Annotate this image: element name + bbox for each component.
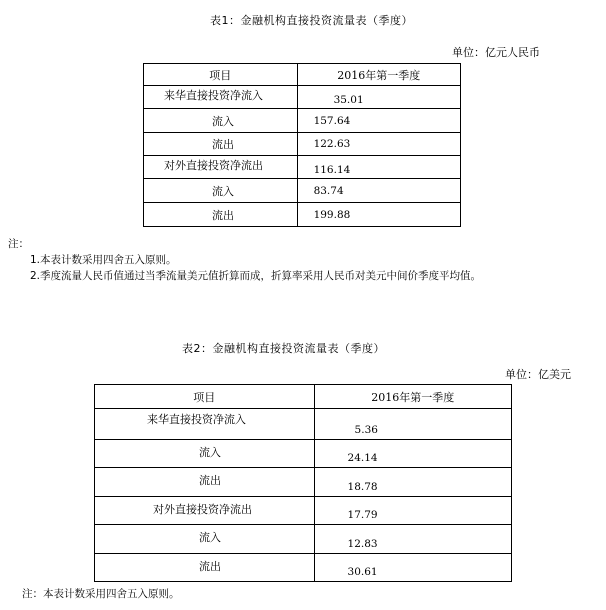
table1-note-2: 2.季度流量人民币值通过当季流量美元值折算而成，折算率采用人民币对美元中间价季度平均值。 [30,270,482,282]
table2-header-period: 2016年第一季度 [314,385,511,409]
table2-row-value: 5.36 [354,424,378,436]
table1-row-label: 流出 [212,138,234,151]
table-row [144,133,461,156]
table2-row-label: 对外直接投资净流出 [153,503,252,516]
table2-row-label: 流入 [199,446,221,459]
table1 [143,63,461,227]
table2-row-label: 来华直接投资净流入 [147,413,246,426]
table2-header-item: 项目 [95,385,315,409]
table-row [144,86,461,109]
table1-unit: 单位：亿元人民币 [452,46,540,59]
table-row [95,497,512,525]
table-row [95,525,512,554]
table1-row-label: 对外直接投资净流出 [164,159,263,172]
table1-row-value: 35.01 [333,94,364,106]
table2-row-value: 30.61 [347,566,378,578]
table1-header-period: 2016年第一季度 [297,64,460,86]
table1-row-value: 116.14 [313,164,351,176]
table-row [95,554,512,582]
table2-title: 表2：金融机构直接投资流量表（季度） [182,342,385,355]
table2-row-value: 12.83 [347,538,378,550]
table1-note-1: 1.本表计数采用四舍五入原则。 [30,254,177,266]
table1-row-value: 199.88 [313,208,351,221]
table2-row-label: 流出 [199,474,221,487]
table1-title: 表1：金融机构直接投资流量表（季度） [210,14,413,27]
table2-row-label: 流入 [199,531,221,544]
table2 [94,384,512,582]
table-row [144,179,461,203]
table-row [144,156,461,179]
table2-row-value: 17.79 [347,509,378,521]
table2-row-label: 流出 [199,560,221,573]
table1-row-label: 来华直接投资净流入 [164,89,263,102]
table1-notes-heading: 注： [8,238,29,250]
table2-unit: 单位：亿美元 [505,368,571,381]
table1-row-value: 157.64 [313,114,351,127]
table-row [144,203,461,227]
table1-row-label: 流入 [212,114,234,128]
table1-header-item: 项目 [144,64,298,86]
table-row [144,109,461,133]
table1-row-label: 流出 [212,208,234,222]
table2-header-row [95,385,512,409]
table-row [95,440,512,468]
table-row [95,409,512,440]
table1-row-value: 83.74 [313,184,344,197]
table2-note: 注：本表计数采用四舍五入原则。 [22,588,180,600]
table1-row-label: 流入 [212,184,234,198]
table2-row-value: 18.78 [347,481,378,493]
table2-row-value: 24.14 [347,452,378,464]
table1-header-row [144,64,461,86]
table1-row-value: 122.63 [313,138,351,150]
table-row [95,468,512,497]
